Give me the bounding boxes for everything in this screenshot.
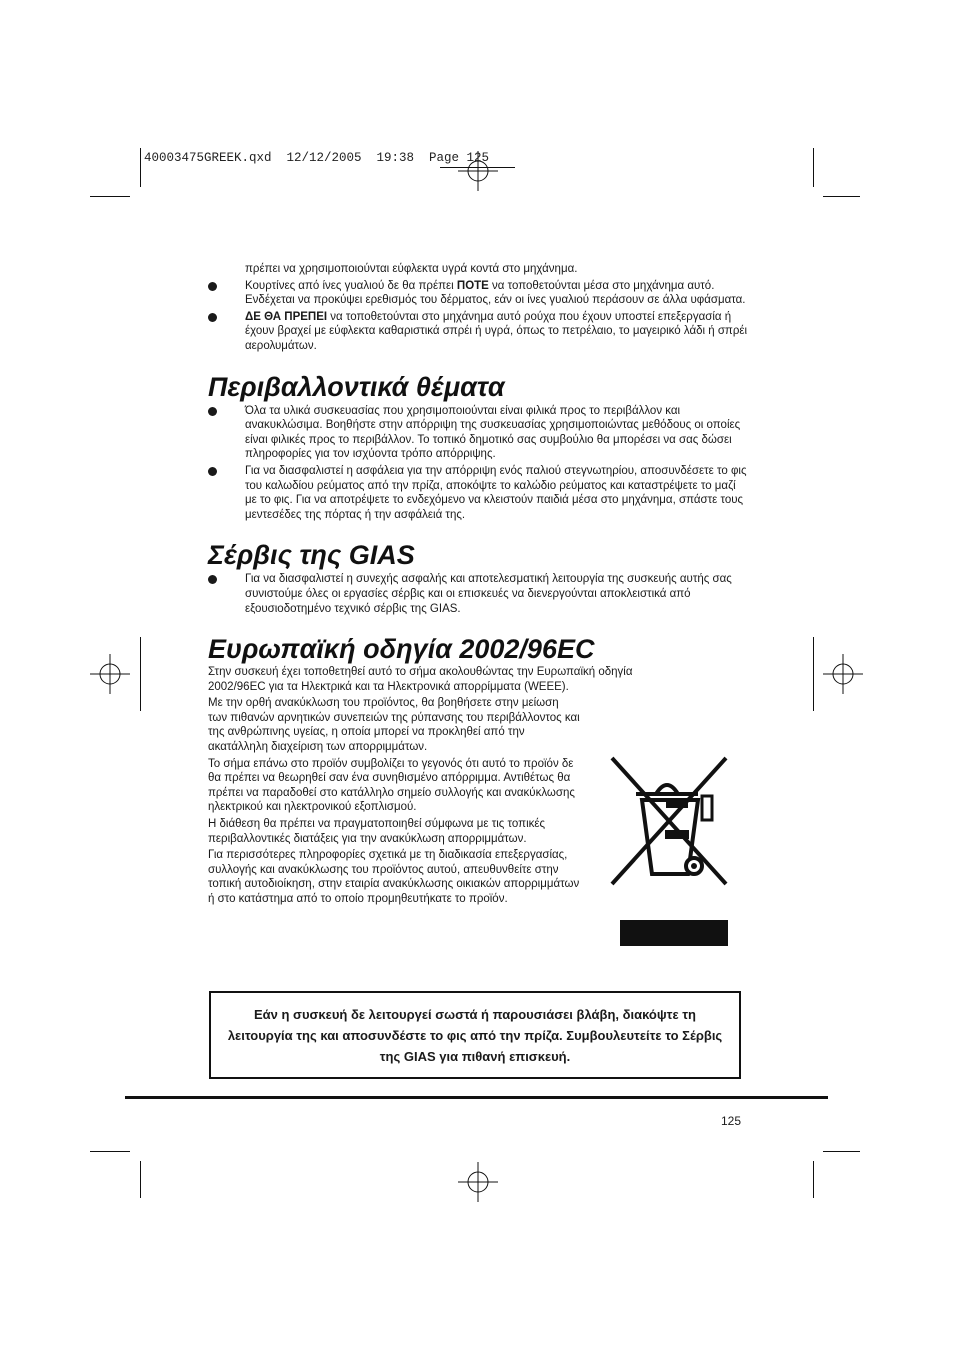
list-item: ΔΕ ΘΑ ΠΡΕΠΕΙ να τοποθετούνται στο μηχάνημα αυτό ρούχα που έχουν υποστεί επεξεργασία ή έχουν βραχεί με εύφλεκτα καθαριστικά σπρέι ή υγρά, όπως το πετρέλαιο, το μαγειρικό λάδι ή σπρέι αερολυμάτων. [208,310,748,354]
registration-target-icon [90,654,130,694]
weee-paragraph: Για περισσότερες πληροφορίες σχετικά με τη διαδικασία επεξεργασίας, συλλογής και ανακύκλωσης του προϊόντος αυτού, απευθυνθείτε στην τοπική αυτοδιοίκηση, στην εταιρία ανακύκλωσης οικιακών απορριμμάτων ή στο κατάστημα από το οποίο προμηθευτήκατε το προϊόν. [208,849,580,905]
weee-paragraphs [208,696,580,906]
list-item: Όλα τα υλικά συσκευασίας που χρησιμοποιούνται είναι φιλικά προς το περιβάλλον και ανακυκλώσιμα. Βοηθήστε στην απόρριψη της συσκευασίας χρησιμοποιώντας μεθόδους οι οποίες είναι φιλικές προς το περιβάλλον. Το τοπικό δημοτικό σας συμβούλιο θα μπορέσει να σας δώσει πληροφορίες για τον ισχύοντα τρόπο απόρριψης. [208,404,748,462]
list-item: Για να διασφαλιστεί η ασφάλεια για την απόρριψη ενός παλιού στεγνωτηρίου, αποσυνδέσετε το φις του καλωδίου ρεύματος από την πρίζα, αποκόψτε το καλώδιο ρεύματος και καταστρέψετε το μαζί με το φις. Για να αποτρέψετε το ενδεχόμενο να κλειστούν παιδιά μέσα στο μηχάνημα, σπάστε τους μεντεσέδες της πόρτας ή την ασφάλειά της. [208,464,748,522]
warning-notice-box [209,991,741,1079]
bullet-icon [208,407,217,416]
section-heading-weee: Ευρωπαϊκή οδηγία 2002/96EC [208,634,595,665]
registration-target-icon [823,654,863,694]
warning-notice-text: Εάν η συσκευή δε λειτουργεί σωστά ή παρουσιάσει βλάβη, διακόψτε τη λειτουργία της και αποσυνδέστε το φις από την πρίζα. Συμβουλευτείτε το Σέρβις της GIAS για πιθανή επισκευή. [227,1006,723,1064]
crossed-out-wheelie-bin-icon [606,754,734,952]
continuation-text: πρέπει να χρησιμοποιούνται εύφλεκτα υγρά κοντά στο μηχάνημα. [245,263,578,275]
weee-paragraph: Με την ορθή ανακύκλωση του προϊόντος, θα βοηθήσετε στην μείωση των πιθανών αρνητικών συνεπειών της ρύπανσης του περιβάλλοντος και της ανθρώπινης υγείας, η οποία μπορεί να προκληθεί από την ακατάλληλη διαχείριση των απορριμμάτων. [208,697,580,754]
footer-rule [125,1096,828,1099]
weee-lead: Στην συσκευή έχει τοποθετηθεί αυτό το σήμα ακολουθώντας την Ευρωπαϊκή οδηγία 2002/96EC για τα Ηλεκτρικά και τα Ηλεκτρονικά απορρίμματα (WEEE). [208,666,633,693]
weee-paragraph: Το σήμα επάνω στο προϊόν συμβολίζει το γεγονός ότι αυτό το προϊόν δε θα πρέπει να θεωρηθεί σαν ένα συνηθισμένο απόρριμμα. Αντιθέτως θα πρέπει να παραδοθεί στο κατάλληλο σημείο συλλογής και ανακύκλωσης ηλεκτρικού και ηλεκτρονικού εξοπλισμού. [208,757,575,814]
list-item: Κουρτίνες από ίνες γυαλιού δε θα πρέπει ΠΟΤΕ να τοποθετούνται μέσα στο μηχάνημα αυτό. Ενδέχεται να προκύψει ερεθισμός του δέρματος, εάν οι ίνες γυαλιού περάσουν σε άλλα υφάσματα. [208,279,748,308]
weee-paragraph: Η διάθεση θα πρέπει να πραγματοποιηθεί σύμφωνα με τις τοπικές περιβαλλοντικές διατάξεις για την ανακύκλωση απορριμμάτων. [208,818,546,845]
registration-target-icon [458,1162,498,1202]
bullet-icon [208,575,217,584]
bullet-icon [208,282,217,291]
section-heading-service: Σέρβις της GIAS [208,540,415,571]
file-slug: 40003475GREEK.qxd 12/12/2005 19:38 Page 125 [144,151,490,165]
bullet-icon [208,467,217,476]
page-number: 125 [721,1114,742,1128]
bullet-icon [208,313,217,322]
section-heading-environment: Περιβαλλοντικά θέματα [208,371,505,402]
list-item: Για να διασφαλιστεί η συνεχής ασφαλής και αποτελεσματική λειτουργία της συσκευής αυτής σας συνιστούμε όλες οι εργασίες σέρβις και οι επισκευές να διενεργούνται αποκλειστικά από εξουσιοδοτημένο τεχνικό σέρβις της GIAS. [208,572,748,616]
